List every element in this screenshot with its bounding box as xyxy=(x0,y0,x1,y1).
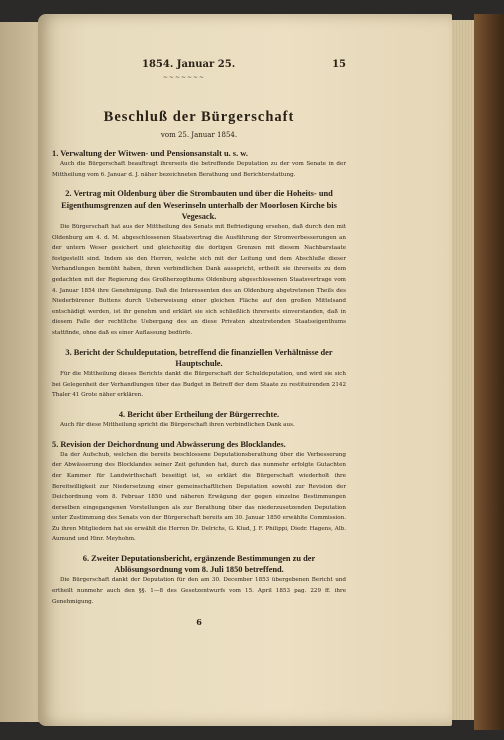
section-number: 5. xyxy=(52,439,59,449)
section-heading xyxy=(52,148,346,159)
section-number: 6. xyxy=(82,554,90,564)
section-body: Da der Aufschub, welchen die bereits beschlossene Deputationsberathung über die Verbesserung der Abwässerung des Blocklandes seiner Zeit gefunden hat, durch das nunmehr erfolgte Gutachten der Kammer für Landwirthschaft beseitigt ist, so erklärt die Bürgerschaft wiederholt ihre Bereitwilligkeit zur Niedersetzung einer gemeinschaftlichen Deputation sowohl zur Revision der Deichordnung vom 8. Februar 1850 und näheren Erwägung der gegen einzelne Bestimmungen derselben eingegangenen Vorstellungen als zur Berathung über das niederzusetzenden Deputation unter Zustimmung des Senats von der Bürgerschaft bereits am 30. Januar 1850 erwählte Commission. Zu ihren Mitgliedern hat sie erwählt die Herren Dr. Delrichs, G. Klud, J. F. Philippi, Diedr. Hagens, Alb. Aumund und Hinr. Meyhohm. xyxy=(52,451,346,543)
section-number: 3. xyxy=(65,347,72,357)
section-heading xyxy=(52,188,346,222)
signature-mark: 6 xyxy=(196,617,202,628)
running-header xyxy=(52,60,346,74)
section-number: 2. xyxy=(65,189,72,199)
section-heading xyxy=(52,409,346,420)
header-date: 1854. Januar 25. xyxy=(142,59,236,70)
section-title: Bericht über Ertheilung der Bürgerrechte. xyxy=(127,409,280,419)
header-ornament: ~~~~~~~ xyxy=(162,74,206,81)
section-body: Auch für diese Mittheilung spricht die Bürgerschaft ihren verbindlichen Dank aus. xyxy=(60,421,295,428)
section-2 xyxy=(52,188,346,338)
page-number: 15 xyxy=(332,59,346,70)
section-title: Bericht der Schuldeputation, betreffend die finanziellen Verhältnisse der Hauptschule. xyxy=(73,347,333,368)
section-body: Die Bürgerschaft hat aus der Mittheilung des Senats mit Befriedigung ersehen, daß durch den mit Oldenburg am 4. d. M. abgeschlossenen Staatsvertrag die Ausführung der Stromverbesserungen an der untern Weser gesichert und gleichzeitig die dortigen Grenzen mit diesem Nachbarstaate festgestellt sind. Indem sie den Herren, welche sich mit der Leitung und dem Abschluße dieser Verhandlungen bemüht haben, ihren verbindlichen Dank ausspricht, ertheilt sie ihrerseits zu dem gedachten mit der Regierung des Großherzogthums Oldenburg abgeschlossenen Staatsvertrage vom 4. Januar 1854 ihre Genehmigung. Daß die Interessenten des an Oldenburg abgetretenen Theils des Niederbürener Buttens durch Ueberweisung einer gleichen Fläche auf den großen Mittelsand entschädigt werden, ist ihr genehm und erklärt sie sich schließlich ihrerseits einverstanden, daß in diesem Falle der rechtliche Uebergang des an diese Privaten abzutretenden Staatseigenthums stattfinde, ohne daß es einer Auflassung bedürfe. xyxy=(52,224,346,336)
document-date: vom 25. Januar 1854. xyxy=(160,131,238,139)
section-body: Die Bürgerschaft dankt der Deputation für den am 30. December 1853 übergebenen Bericht und ertheilt nunmehr auch den §§. 1—8 des Gesetzentwurfs vom 15. April 1853 pag. 229 ff. ihre Genehmigung. xyxy=(52,577,346,605)
section-title: Zweiter Deputationsbericht, ergänzende Bestimmungen zu der Ablösungsordnung vom 8. Juli 1850 betreffend. xyxy=(91,554,316,575)
section-1 xyxy=(52,148,346,180)
section-title: Vertrag mit Oldenburg über die Strombauten und über die Hoheits- und Eigenthumsgrenzen auf den Weserinseln unterhalb der Moorlosen Kirche bis Vegesack. xyxy=(61,189,337,221)
section-heading xyxy=(52,439,346,450)
section-title: Revision der Deichordnung und Abwässerung des Blocklandes. xyxy=(60,439,286,449)
section-heading xyxy=(52,553,346,575)
page-block-edge xyxy=(452,20,474,720)
section-5 xyxy=(52,439,346,546)
document-title: Beschluß der Bürgerschaft xyxy=(103,109,295,125)
section-6 xyxy=(52,553,346,607)
section-4 xyxy=(52,409,346,431)
section-body: Für die Mittheilung dieses Berichts dankt die Bürgerschaft der Schuldeputation, und wird sie sich bei Gelegenheit der Verhandlungen über das Budget in Betreff der dem Staate zu restituirenden 2142 Thaler 41 Grote näher erklären. xyxy=(52,370,346,399)
section-heading xyxy=(52,347,346,369)
section-body: Auch die Bürgerschaft beauftragt ihrerseits die betreffende Deputation zu der vom Senate in der Mittheilung vom 6. Januar d. J. näher bezeichneten Berathung und Berichterstattung. xyxy=(52,161,346,178)
book-binding xyxy=(474,14,504,730)
section-3 xyxy=(52,347,346,401)
section-number: 1. xyxy=(52,149,59,158)
section-number: 4. xyxy=(118,409,126,419)
page-content xyxy=(52,60,346,628)
section-title: Verwaltung der Witwen- und Pensionsanstalt u. s. w. xyxy=(60,149,248,158)
